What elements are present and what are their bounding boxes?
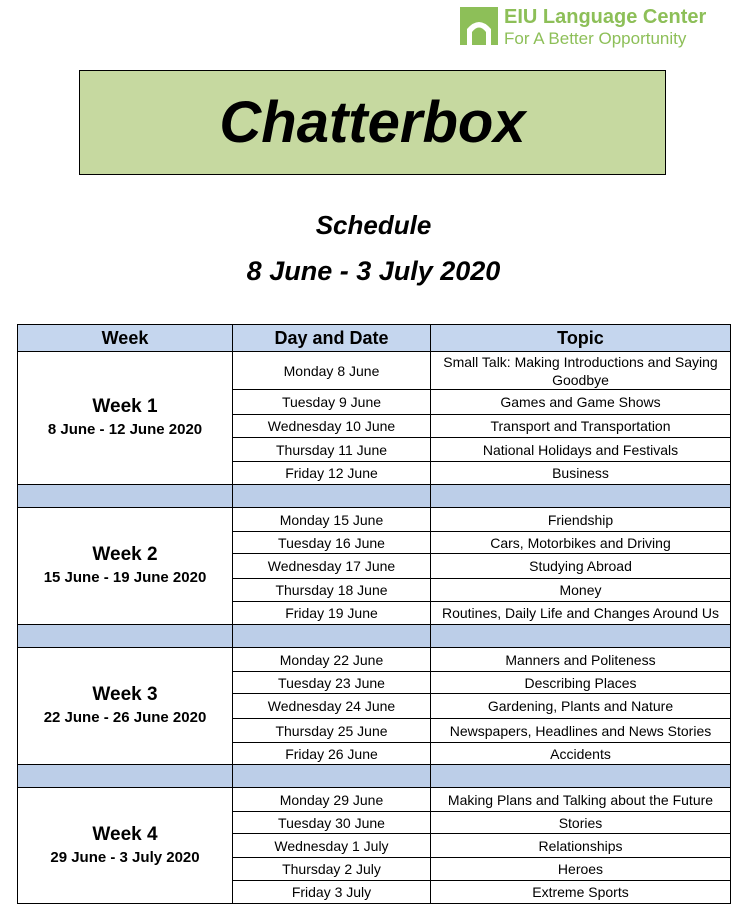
table-row (18, 788, 731, 812)
week-range: 8 June - 12 June 2020 (47, 421, 203, 438)
day-date-cell: Thursday 25 June (233, 719, 431, 743)
topic-cell: Making Plans and Talking about the Future (431, 788, 731, 812)
schedule-heading: Schedule (315, 210, 432, 240)
week-name: Week 4 (92, 823, 158, 845)
topic-cell: Cars, Motorbikes and Driving (431, 532, 731, 554)
day-date-cell: Wednesday 10 June (233, 415, 431, 438)
topic-cell: Stories (431, 812, 731, 834)
logo (460, 4, 730, 52)
separator-cell (18, 485, 233, 508)
week-separator-row (18, 625, 731, 648)
topic-cell: Relationships (431, 834, 731, 858)
topic-cell: Small Talk: Making Introductions and Saying Goodbye (431, 352, 731, 390)
day-date-cell: Monday 29 June (233, 788, 431, 812)
topic-cell: Manners and Politeness (431, 648, 731, 672)
topic-cell: Describing Places (431, 672, 731, 694)
page-title: Chatterbox (219, 90, 526, 155)
topic-cell: Business (431, 462, 731, 485)
day-date-cell: Wednesday 1 July (233, 834, 431, 858)
table-row (18, 648, 731, 672)
day-date-cell: Friday 26 June (233, 743, 431, 765)
topic-cell: Friendship (431, 508, 731, 532)
separator-cell (233, 765, 431, 788)
header-row (18, 325, 731, 352)
separator-cell (233, 485, 431, 508)
topic-cell: Gardening, Plants and Nature (431, 694, 731, 719)
topic-cell: Accidents (431, 743, 731, 765)
separator-cell (233, 625, 431, 648)
topic-cell: Routines, Daily Life and Changes Around Us (431, 602, 731, 625)
day-date-cell: Thursday 2 July (233, 858, 431, 881)
header-week: Week (18, 325, 233, 352)
logo-mark-icon (460, 7, 498, 45)
day-date-cell: Monday 15 June (233, 508, 431, 532)
day-date-cell: Wednesday 17 June (233, 554, 431, 579)
day-date-cell: Wednesday 24 June (233, 694, 431, 719)
topic-cell: Heroes (431, 858, 731, 881)
separator-cell (18, 625, 233, 648)
day-date-cell: Tuesday 9 June (233, 390, 431, 415)
topic-cell: Games and Game Shows (431, 390, 731, 415)
week-range: 15 June - 19 June 2020 (43, 569, 207, 586)
week-cell (18, 508, 233, 625)
schedule-body (18, 352, 731, 904)
week-cell (18, 352, 233, 485)
day-date-cell: Friday 3 July (233, 881, 431, 904)
header-day-and-date: Day and Date (233, 325, 431, 352)
separator-cell (431, 625, 731, 648)
day-date-cell: Tuesday 23 June (233, 672, 431, 694)
topic-cell: Transport and Transportation (431, 415, 731, 438)
topic-cell: National Holidays and Festivals (431, 438, 731, 462)
separator-cell (431, 765, 731, 788)
week-name: Week 3 (92, 684, 158, 705)
week-cell (18, 648, 233, 765)
topic-cell: Money (431, 579, 731, 602)
day-date-cell: Thursday 18 June (233, 579, 431, 602)
separator-cell (431, 485, 731, 508)
week-cell (18, 788, 233, 904)
day-date-cell: Tuesday 30 June (233, 812, 431, 834)
table-row (18, 508, 731, 532)
day-date-cell: Tuesday 16 June (233, 532, 431, 554)
table-row (18, 352, 731, 390)
week-separator-row (18, 485, 731, 508)
week-range: 22 June - 26 June 2020 (43, 709, 207, 726)
title-banner (79, 70, 666, 175)
topic-cell: Newspapers, Headlines and News Stories (431, 719, 731, 743)
week-range: 29 June - 3 July 2020 (50, 848, 200, 866)
day-date-cell: Friday 19 June (233, 602, 431, 625)
week-name: Week 1 (92, 396, 158, 417)
schedule-table (17, 324, 731, 904)
day-date-cell: Monday 22 June (233, 648, 431, 672)
topic-cell: Extreme Sports (431, 881, 731, 904)
topic-cell: Studying Abroad (431, 554, 731, 579)
logo-name: EIU Language Center (504, 6, 707, 28)
week-separator-row (18, 765, 731, 788)
week-name: Week 2 (92, 544, 158, 565)
day-date-cell: Thursday 11 June (233, 438, 431, 462)
date-range-heading: 8 June - 3 July 2020 (246, 256, 501, 286)
day-date-cell: Monday 8 June (233, 352, 431, 390)
separator-cell (18, 765, 233, 788)
day-date-cell: Friday 12 June (233, 462, 431, 485)
header-topic: Topic (431, 325, 731, 352)
logo-tagline: For A Better Opportunity (504, 29, 687, 48)
